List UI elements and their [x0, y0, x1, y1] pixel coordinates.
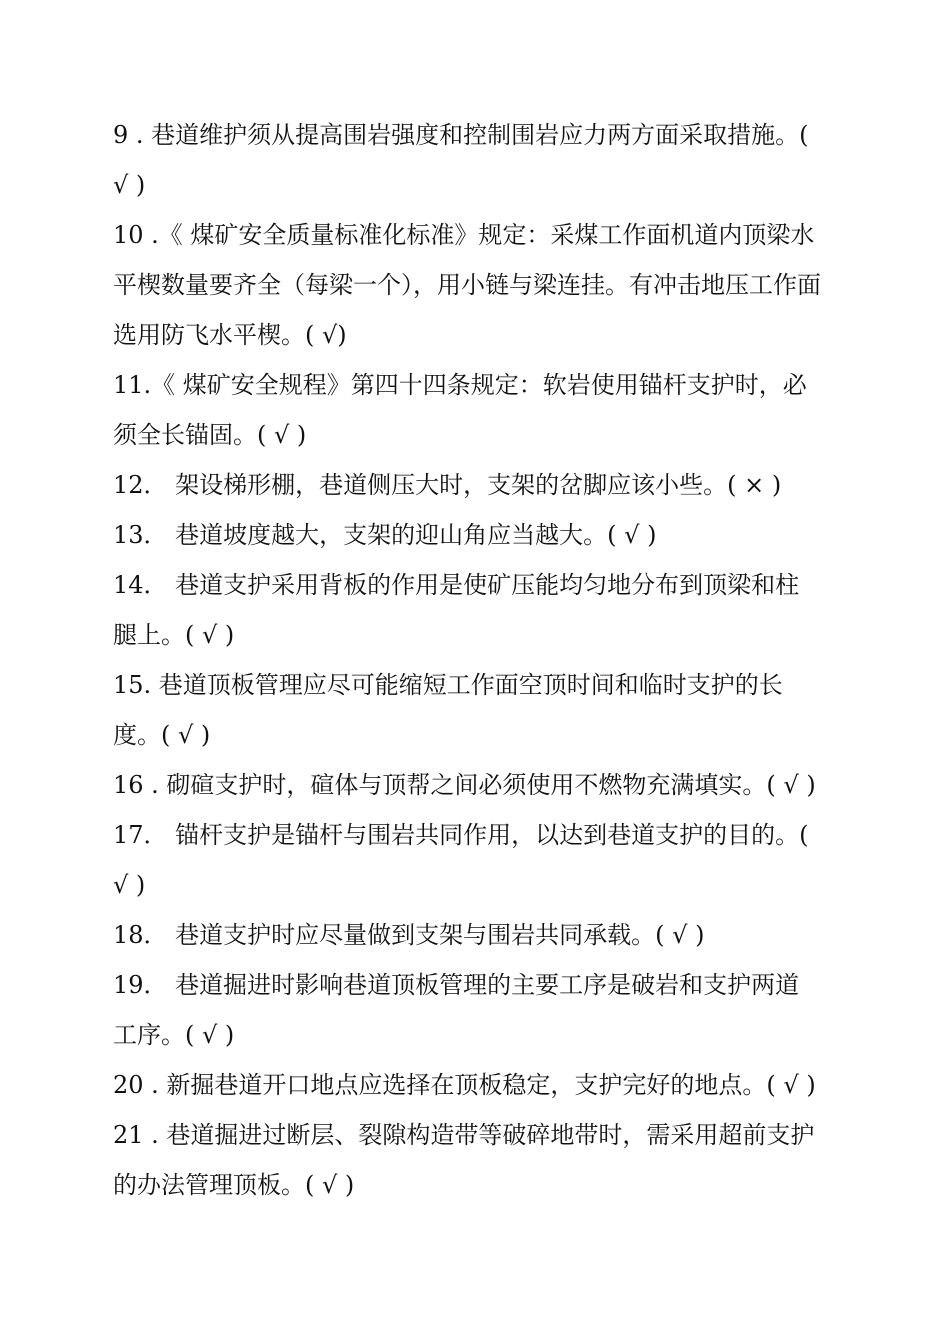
text-line: 19． 巷道掘进时影响巷道顶板管理的主要工序是破岩和支护两道: [113, 971, 800, 999]
text-line: 12． 架设梯形棚，巷道侧压大时，支架的岔脚应该小些。( × ): [113, 471, 782, 499]
text-line: 的办法管理顶板。( √ ): [113, 1171, 355, 1199]
text-line: 14． 巷道支护采用背板的作用是使矿压能均匀地分布到顶梁和柱: [113, 571, 800, 599]
text-line: 18． 巷道支护时应尽量做到支架与围岩共同承载。( √ ): [113, 921, 705, 949]
text-line: 须全长锚固。( √ ): [113, 421, 307, 449]
text-line: 13． 巷道坡度越大，支架的迎山角应当越大。( √ ): [113, 521, 657, 549]
text-line: 平楔数量要齐全（每梁一个），用小链与梁连挂。有冲击地压工作面: [113, 271, 821, 299]
text-line: 腿上。( √ ): [113, 621, 235, 649]
text-line: 度。( √ ): [113, 721, 211, 749]
text-line: √ ): [113, 871, 146, 899]
question-list: [113, 110, 843, 1210]
text-line: 选用防飞水平楔。( √): [113, 321, 347, 349]
text-line: 工序。( √ ): [113, 1021, 235, 1049]
text-line: 21 . 巷道掘进过断层、裂隙构造带等破碎地带时，需采用超前支护: [113, 1121, 815, 1149]
text-line: 11.《 煤矿安全规程》第四十四条规定：软岩使用锚杆支护时，必: [113, 371, 807, 399]
text-line: 20 . 新掘巷道开口地点应选择在顶板稳定，支护完好的地点。( √ ): [113, 1071, 816, 1099]
text-line: √ ): [113, 171, 146, 199]
text-line: 9 . 巷道维护须从提高围岩强度和控制围岩应力两方面采取措施。(: [113, 121, 809, 149]
text-line: 17． 锚杆支护是锚杆与围岩共同作用，以达到巷道支护的目的。(: [113, 821, 809, 849]
text-line: 15. 巷道顶板管理应尽可能缩短工作面空顶时间和临时支护的长: [113, 671, 783, 699]
text-line: 16 . 砌碹支护时，碹体与顶帮之间必须使用不燃物充满填实。( √ ): [113, 771, 816, 799]
text-line: 10 .《 煤矿安全质量标准化标准》规定：采煤工作面机道内顶梁水: [113, 221, 815, 249]
